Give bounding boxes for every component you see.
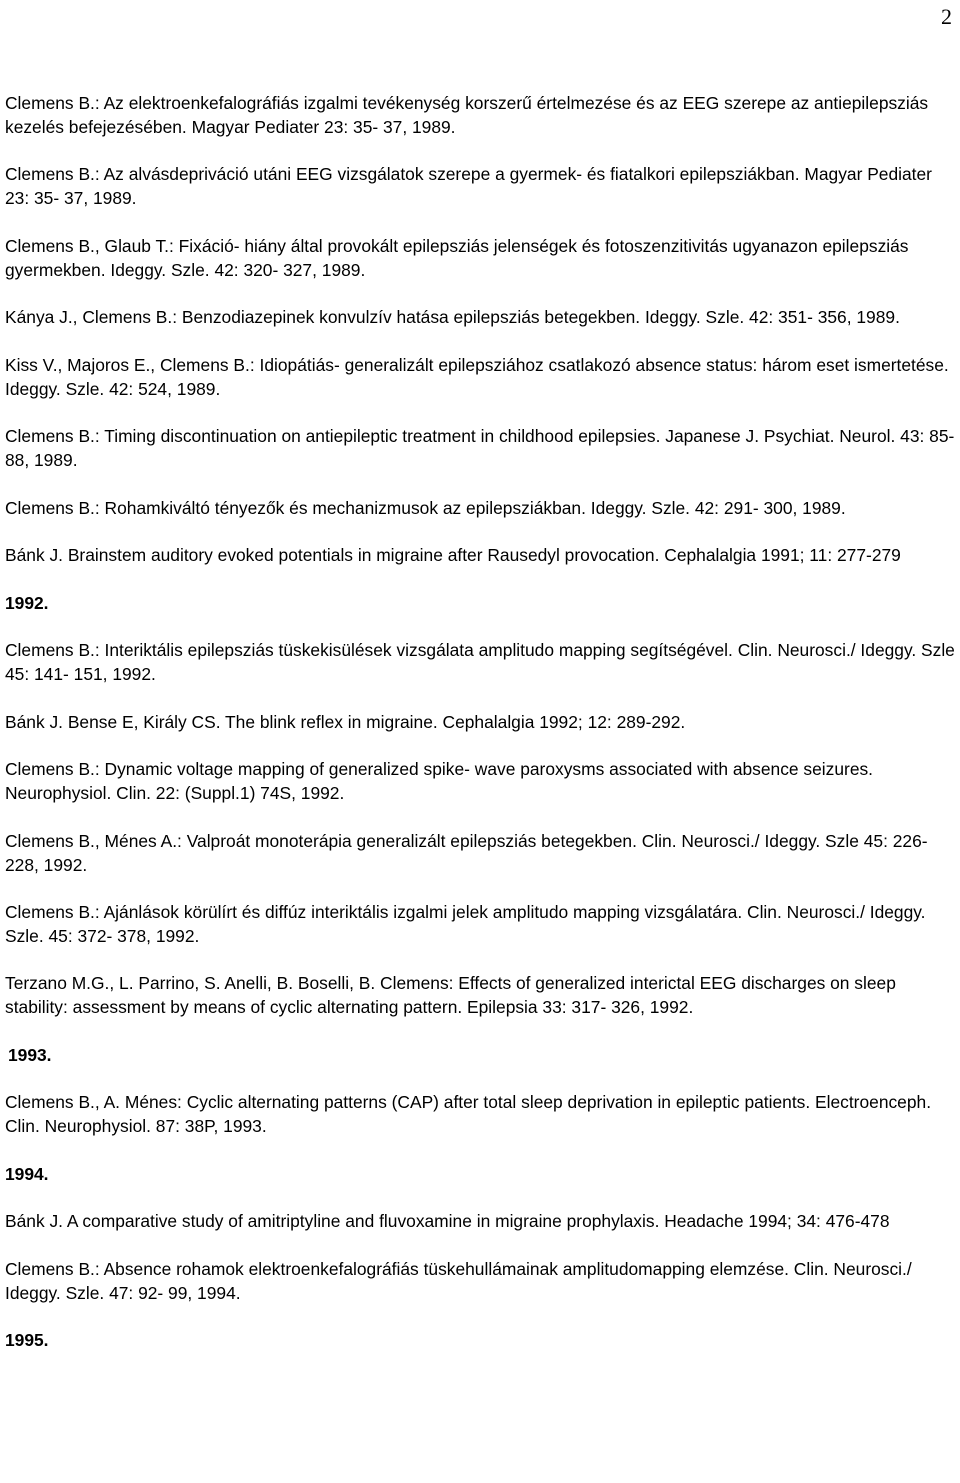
reference-list [5,92,957,1377]
reference-item: Clemens B.: Interiktális epilepsziás tüskekisülések vizsgálata amplitudo mapping segítségével. Clin. Neurosci./ Ideggy. Szle 45: 141- 151, 1992. [5,640,955,685]
year-heading-1994: 1994. [5,1163,49,1184]
reference-item: Kiss V., Majoros E., Clemens B.: Idiopátiás- generalizált epilepsziához csatlakozó absence status: három eset ismertetése. Ideggy. Szle. 42: 524, 1989. [5,354,949,399]
reference-item: Clemens B.: Dynamic voltage mapping of generalized spike- wave paroxysms associated with absence seizures. Neurophysiol. Clin. 22: (Suppl.1) 74S, 1992. [5,759,874,804]
reference-item: Kánya J., Clemens B.: Benzodiazepinek konvulzív hatása epilepsziás betegekben. Ideggy. Szle. 42: 351- 356, 1989. [5,307,900,328]
reference-item: Clemens B.: Ajánlások körülírt és diffúz interiktális izgalmi jelek amplitudo mapping vizsgálatára. Clin. Neurosci./ Ideggy. Szle. 45: 372- 378, 1992. [5,902,926,946]
reference-item: Clemens B.: Absence rohamok elektroenkefalográfiás tüskehullámainak amplitudomapping elemzése. Clin. Neurosci./ Ideggy. Szle. 47: 92- 99, 1994. [5,1259,912,1303]
reference-item: Bánk J. Brainstem auditory evoked potentials in migraine after Rausedyl provocation. Cephalalgia 1991; 11: 277-279 [5,545,901,566]
reference-item: Terzano M.G., L. Parrino, S. Anelli, B. Boselli, B. Clemens: Effects of generalized interictal EEG discharges on sleep stability: assessment by means of cyclic alternating pattern. Epilepsia 33: 317- 326, 1992. [5,973,896,1018]
year-heading-1993: 1993. [8,1044,52,1065]
reference-item: Clemens B., Glaub T.: Fixáció- hiány által provokált epilepsziás jelenségek és fotoszenzitivitás ugyanazon epilepsziás gyermekben. Ideggy. Szle. 42: 320- 327, 1989. [5,235,909,280]
year-heading-1995: 1995. [5,1330,49,1351]
reference-item: Clemens B.: Rohamkiváltó tényezők és mechanizmusok az epilepsziákban. Ideggy. Szle. 42: 291- 300, 1989. [5,497,846,518]
reference-item: Bánk J. Bense E, Király CS. The blink reflex in migraine. Cephalalgia 1992; 12: 289-292. [5,711,686,732]
reference-item: Clemens B.: Az alvásdepriváció utáni EEG vizsgálatok szerepe a gyermek- és fiatalkori epilepsziákban. Magyar Pediater 23: 35- 37, 1989. [5,164,932,209]
reference-item: Clemens B.: Timing discontinuation on antiepileptic treatment in childhood epilepsies. Japanese J. Psychiat. Neurol. 43: 85- 88, 1989. [5,426,955,470]
page-number: 2 [941,4,952,29]
year-heading-1992: 1992. [5,592,49,613]
reference-item: Clemens B., Ménes A.: Valproát monoterápia generalizált epilepsziás betegekben. Clin. Neurosci./ Ideggy. Szle 45: 226- 228, 1992. [5,830,928,875]
reference-item: Clemens B.: Az elektroenkefalográfiás izgalmi tevékenység korszerű értelmezése és az EEG szerepe az antiepilepsziás kezelés befejezésében. Magyar Pediater 23: 35- 37, 1989. [5,93,929,137]
reference-item: Bánk J. A comparative study of amitriptyline and fluvoxamine in migraine prophylaxis. Headache 1994; 34: 476-478 [5,1211,890,1232]
reference-item: Clemens B., A. Ménes: Cyclic alternating patterns (CAP) after total sleep deprivation in epileptic patients. Electroenceph. Clin. Neurophysiol. 87: 38P, 1993. [5,1092,932,1137]
